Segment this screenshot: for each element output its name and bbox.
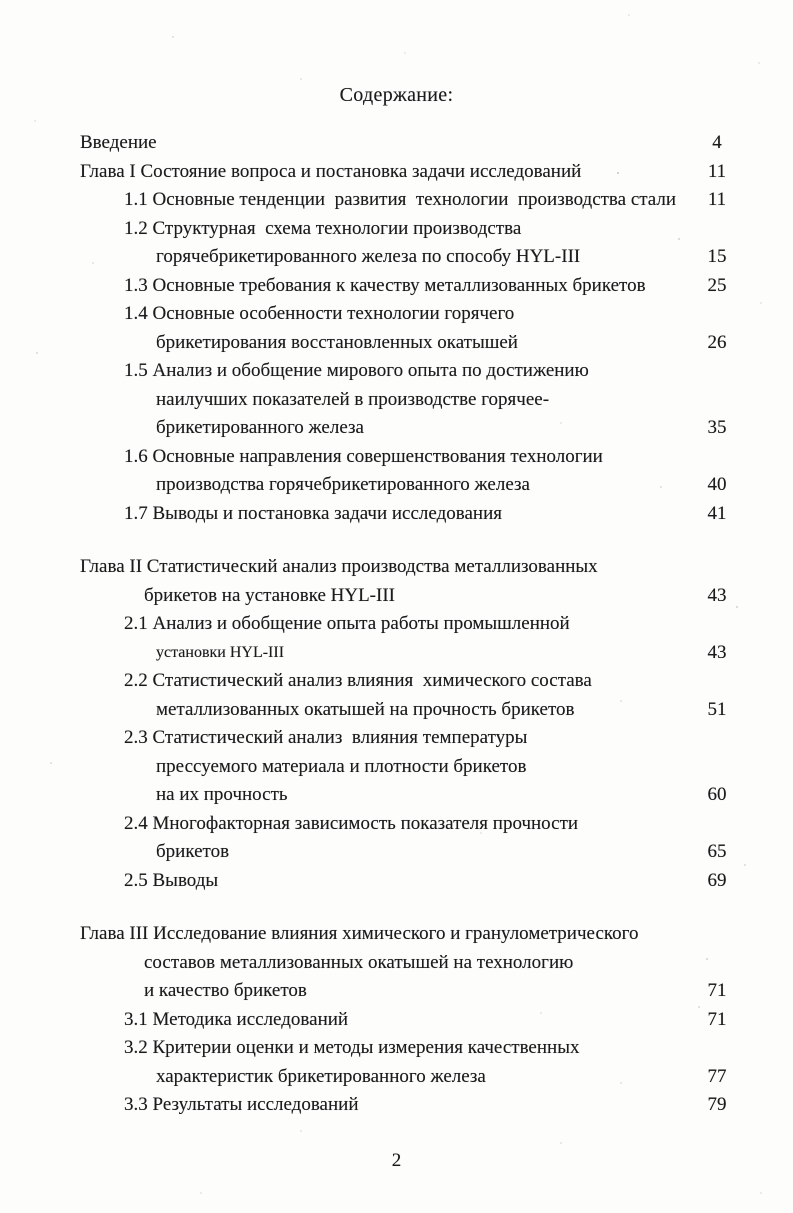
- toc-line: 1.2 Структурная схема технологии производства: [124, 217, 522, 239]
- footer-page-number: 2: [391, 1150, 402, 1171]
- toc-line: и качество брикетов: [144, 980, 307, 1001]
- toc-page-number: 11: [707, 189, 727, 210]
- toc-line: Глава III Исследование влияния химического и гранулометрического: [80, 923, 639, 944]
- toc-line: брикетов: [156, 841, 230, 862]
- toc-entry-text: [80, 724, 697, 810]
- toc-entry-text: [80, 272, 697, 301]
- toc-entry-text: [80, 300, 697, 357]
- toc-entry-text: [80, 920, 697, 1006]
- toc-entry: [80, 500, 737, 529]
- toc-line: металлизованных окатышей на прочность брикетов: [156, 698, 575, 720]
- toc-entry: [80, 215, 737, 272]
- toc-line: установки HYL-III: [156, 643, 285, 661]
- toc-page-number: 41: [707, 502, 727, 524]
- toc-page-number: 4: [712, 132, 722, 153]
- toc-line: 1.3 Основные требования к качеству металлизованных брикетов: [124, 274, 646, 296]
- toc-entry: [80, 272, 737, 301]
- toc-entry-text: [80, 1006, 697, 1035]
- toc-entry-text: [80, 129, 697, 158]
- toc-page-number: 71: [707, 1008, 727, 1030]
- toc-entry: [80, 810, 737, 867]
- toc-page-number: 11: [707, 160, 727, 182]
- toc-line: горячебрикетированного железа по способу HYL-III: [156, 246, 581, 267]
- toc-entry: [80, 300, 737, 357]
- toc-line: брикетированного железа: [156, 417, 364, 438]
- toc-entry: [80, 610, 737, 667]
- toc-line: брикетирования восстановленных окатышей: [156, 331, 518, 353]
- scan-speck: [300, 1130, 302, 1132]
- toc-line: 1.6 Основные направления совершенствования технологии: [124, 445, 603, 467]
- toc-entry-text: [80, 667, 697, 724]
- toc-page-number: 71: [707, 980, 727, 1001]
- toc-entry: [80, 867, 737, 896]
- toc-entry: [80, 553, 737, 610]
- scan-speck: [200, 1192, 202, 1194]
- toc-page-number: 69: [707, 869, 727, 891]
- table-of-contents: [0, 129, 793, 1120]
- toc-entry-text: [80, 867, 697, 896]
- toc-entry-text: [80, 357, 697, 443]
- toc-line: характеристик брикетированного железа: [156, 1065, 486, 1087]
- toc-page-number: 43: [707, 641, 727, 663]
- toc-page-number: 79: [707, 1094, 727, 1115]
- toc-line: 1.4 Основные особенности технологии горячего: [124, 303, 515, 324]
- toc-page-number: 26: [707, 331, 727, 353]
- toc-page-number: 43: [707, 584, 727, 606]
- toc-line: Введение: [80, 132, 157, 153]
- toc-line: 1.1 Основные тенденции развития технологии производства стали: [124, 189, 677, 210]
- toc-page-number: 51: [707, 698, 727, 720]
- toc-entry: [80, 129, 737, 158]
- toc-entry-text: [80, 610, 697, 667]
- toc-page-number: 77: [707, 1065, 727, 1087]
- toc-entry: [80, 724, 737, 810]
- toc-entry: [80, 443, 737, 500]
- toc-entry-text: [80, 810, 697, 867]
- toc-entry-text: [80, 215, 697, 272]
- toc-entry-text: [80, 158, 697, 187]
- page-title: Содержание:: [339, 84, 454, 106]
- toc-entry: [80, 1006, 737, 1035]
- toc-line: Глава I Состояние вопроса и постановка задачи исследований: [80, 160, 582, 182]
- toc-line: на их прочность: [156, 784, 288, 805]
- toc-line: брикетов на установке HYL-III: [144, 584, 395, 606]
- toc-line: прессуемого материала и плотности брикетов: [156, 755, 527, 777]
- toc-page-number: 65: [707, 841, 727, 862]
- toc-entry-text: [80, 443, 697, 500]
- toc-entry-text: [80, 553, 697, 610]
- toc-entry: [80, 158, 737, 187]
- toc-line: наилучших показателей в производстве горячее-: [156, 388, 550, 410]
- toc-entry: [80, 1034, 737, 1091]
- scan-speck: [34, 120, 36, 122]
- toc-entry-text: [80, 186, 697, 215]
- toc-line: 2.1 Анализ и обобщение опыта работы промышленной: [124, 613, 570, 634]
- toc-line: 2.2 Статистический анализ влияния химического состава: [124, 670, 592, 691]
- toc-line: 2.5 Выводы: [124, 869, 219, 891]
- toc-entry: [80, 186, 737, 215]
- toc-entry: [80, 357, 737, 443]
- toc-page-number: 40: [707, 474, 727, 495]
- toc-page-number: 35: [707, 417, 727, 438]
- toc-page-number: 25: [707, 274, 727, 296]
- toc-line: 1.5 Анализ и обобщение мирового опыта по достижению: [124, 360, 589, 381]
- toc-entry: [80, 667, 737, 724]
- toc-line: 2.3 Статистический анализ влияния температуры: [124, 727, 528, 748]
- scan-speck: [760, 1192, 762, 1194]
- toc-line: составов металлизованных окатышей на технологию: [144, 951, 574, 973]
- toc-entry-text: [80, 1034, 697, 1091]
- toc-line: 2.4 Многофакторная зависимость показателя прочности: [124, 812, 579, 834]
- toc-entry: [80, 920, 737, 1006]
- toc-entry-text: [80, 1091, 697, 1120]
- toc-page-number: 60: [707, 784, 727, 805]
- toc-line: 3.3 Результаты исследований: [124, 1094, 359, 1115]
- toc-line: 3.2 Критерии оценки и методы измерения качественных: [124, 1037, 580, 1058]
- scan-speck: [560, 1142, 562, 1144]
- toc-entry: [80, 1091, 737, 1120]
- toc-line: производства горячебрикетированного железа: [156, 474, 530, 495]
- toc-page-number: 15: [707, 246, 727, 267]
- toc-entry-text: [80, 500, 697, 529]
- toc-line: Глава II Статистический анализ производства металлизованных: [80, 556, 598, 577]
- toc-line: 1.7 Выводы и постановка задачи исследования: [124, 502, 502, 524]
- toc-line: 3.1 Методика исследований: [124, 1008, 349, 1030]
